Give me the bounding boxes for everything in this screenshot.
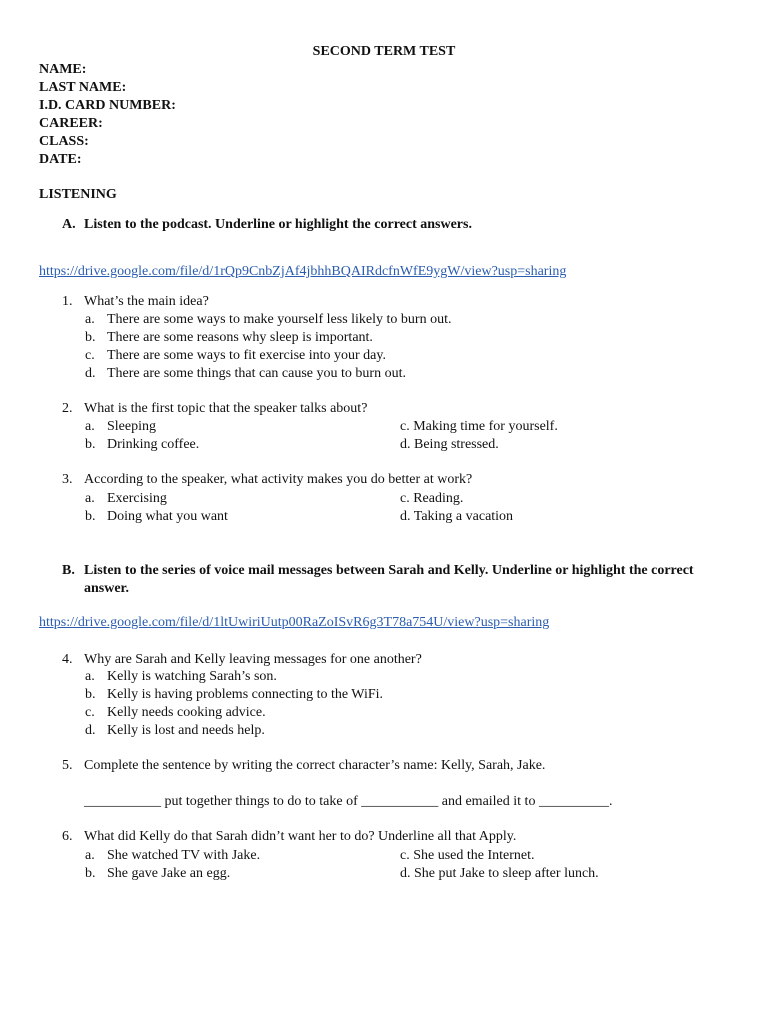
part-b-instruction	[62, 562, 722, 598]
question-number: 1.	[62, 294, 73, 309]
part-b-link-row	[39, 614, 549, 632]
q4-option-c[interactable]	[85, 704, 266, 722]
field-class: CLASS:	[39, 134, 89, 149]
option-text: Kelly is lost and needs help.	[107, 723, 265, 738]
q6-option-b[interactable]	[85, 865, 230, 883]
q3-option-d[interactable]: d. Taking a vacation	[400, 509, 514, 524]
option-text: Doing what you want	[107, 509, 228, 524]
question-number: 3.	[62, 472, 73, 487]
field-career: CAREER:	[39, 116, 103, 131]
question-number: 2.	[62, 401, 73, 416]
option-text: Drinking coffee.	[107, 437, 200, 452]
field-last-name: LAST NAME:	[39, 80, 127, 95]
option-text: Sleeping	[107, 419, 156, 434]
question-text: According to the speaker, what activity makes you do better at work?	[84, 472, 473, 487]
option-letter: b.	[85, 687, 96, 702]
question-number: 4.	[62, 652, 73, 667]
option-text: She watched TV with Jake.	[107, 848, 261, 863]
voicemail-link[interactable]: https://drive.google.com/file/d/1ltUwiriUutp00RaZoISvR6g3T78a754U/view?usp=sharing	[39, 615, 550, 630]
option-letter: c.	[85, 348, 95, 363]
q3-option-b[interactable]	[85, 508, 228, 526]
part-b-letter: B.	[62, 563, 75, 578]
q6-option-a[interactable]	[85, 847, 260, 865]
q4-option-a[interactable]	[85, 668, 277, 686]
q1-option-b[interactable]	[85, 329, 373, 347]
option-letter: d.	[85, 366, 96, 381]
option-letter: b.	[85, 330, 96, 345]
option-text: She gave Jake an egg.	[107, 866, 231, 881]
question-text: What did Kelly do that Sarah didn’t want her to do? Underline all that Apply.	[84, 829, 517, 844]
option-text: Exercising	[107, 491, 167, 506]
question-text: What is the first topic that the speaker talks about?	[84, 401, 368, 416]
field-id-card: I.D. CARD NUMBER:	[39, 98, 176, 113]
option-text: There are some ways to make yourself less likely to burn out.	[107, 312, 452, 327]
question-6	[62, 828, 516, 846]
question-text: Why are Sarah and Kelly leaving messages for one another?	[84, 652, 422, 667]
option-letter: b.	[85, 866, 96, 881]
part-b-text: Listen to the series of voice mail messages between Sarah and Kelly. Underline or highlight the correct answer.	[84, 563, 694, 596]
part-a-text: Listen to the podcast. Underline or highlight the correct answers.	[84, 217, 472, 232]
question-text: What’s the main idea?	[84, 294, 209, 309]
field-name: NAME:	[39, 62, 87, 77]
q5-fill-in-sentence[interactable]: ___________ put together things to do to take of ___________ and emailed it to __________.	[84, 794, 613, 809]
option-letter: a.	[85, 419, 95, 434]
q1-option-a[interactable]	[85, 311, 451, 329]
field-date: DATE:	[39, 152, 82, 167]
option-letter: c.	[85, 705, 95, 720]
q4-option-b[interactable]	[85, 686, 383, 704]
option-text: There are some ways to fit exercise into your day.	[107, 348, 386, 363]
podcast-link[interactable]: https://drive.google.com/file/d/1rQp9CnbZjAf4jbhhBQAIRdcfnWfE9ygW/view?usp=sharing	[39, 264, 567, 279]
option-text: Kelly is having problems connecting to the WiFi.	[107, 687, 384, 702]
option-text: Kelly is watching Sarah’s son.	[107, 669, 277, 684]
part-a-instruction	[62, 216, 472, 234]
q1-option-c[interactable]	[85, 347, 386, 365]
option-letter: d.	[85, 723, 96, 738]
question-1	[62, 293, 209, 311]
q1-option-d[interactable]	[85, 365, 406, 383]
option-letter: a.	[85, 848, 95, 863]
q2-option-b[interactable]	[85, 436, 199, 454]
part-a-letter: A.	[62, 217, 76, 232]
part-a-link-row	[39, 263, 566, 281]
q2-option-a[interactable]	[85, 418, 156, 436]
question-text: Complete the sentence by writing the correct character’s name: Kelly, Sarah, Jake.	[84, 758, 546, 773]
option-letter: a.	[85, 491, 95, 506]
question-number: 5.	[62, 758, 73, 773]
option-text: There are some reasons why sleep is important.	[107, 330, 373, 345]
option-letter: a.	[85, 312, 95, 327]
question-2	[62, 400, 367, 418]
option-letter: b.	[85, 509, 96, 524]
option-text: Kelly needs cooking advice.	[107, 705, 266, 720]
page-title: SECOND TERM TEST	[312, 44, 456, 59]
question-number: 6.	[62, 829, 73, 844]
q3-option-a[interactable]	[85, 490, 167, 508]
q4-option-d[interactable]	[85, 722, 265, 740]
question-3	[62, 471, 472, 489]
q6-option-c[interactable]: c. She used the Internet.	[400, 848, 535, 863]
option-text: There are some things that can cause you to burn out.	[107, 366, 406, 381]
question-4	[62, 651, 422, 669]
q2-option-c[interactable]: c. Making time for yourself.	[400, 419, 558, 434]
option-letter: b.	[85, 437, 96, 452]
q6-option-d[interactable]: d. She put Jake to sleep after lunch.	[400, 866, 599, 881]
question-5	[62, 757, 545, 775]
q2-option-d[interactable]: d. Being stressed.	[400, 437, 499, 452]
section-heading: LISTENING	[39, 187, 117, 202]
q3-option-c[interactable]: c. Reading.	[400, 491, 464, 506]
option-letter: a.	[85, 669, 95, 684]
